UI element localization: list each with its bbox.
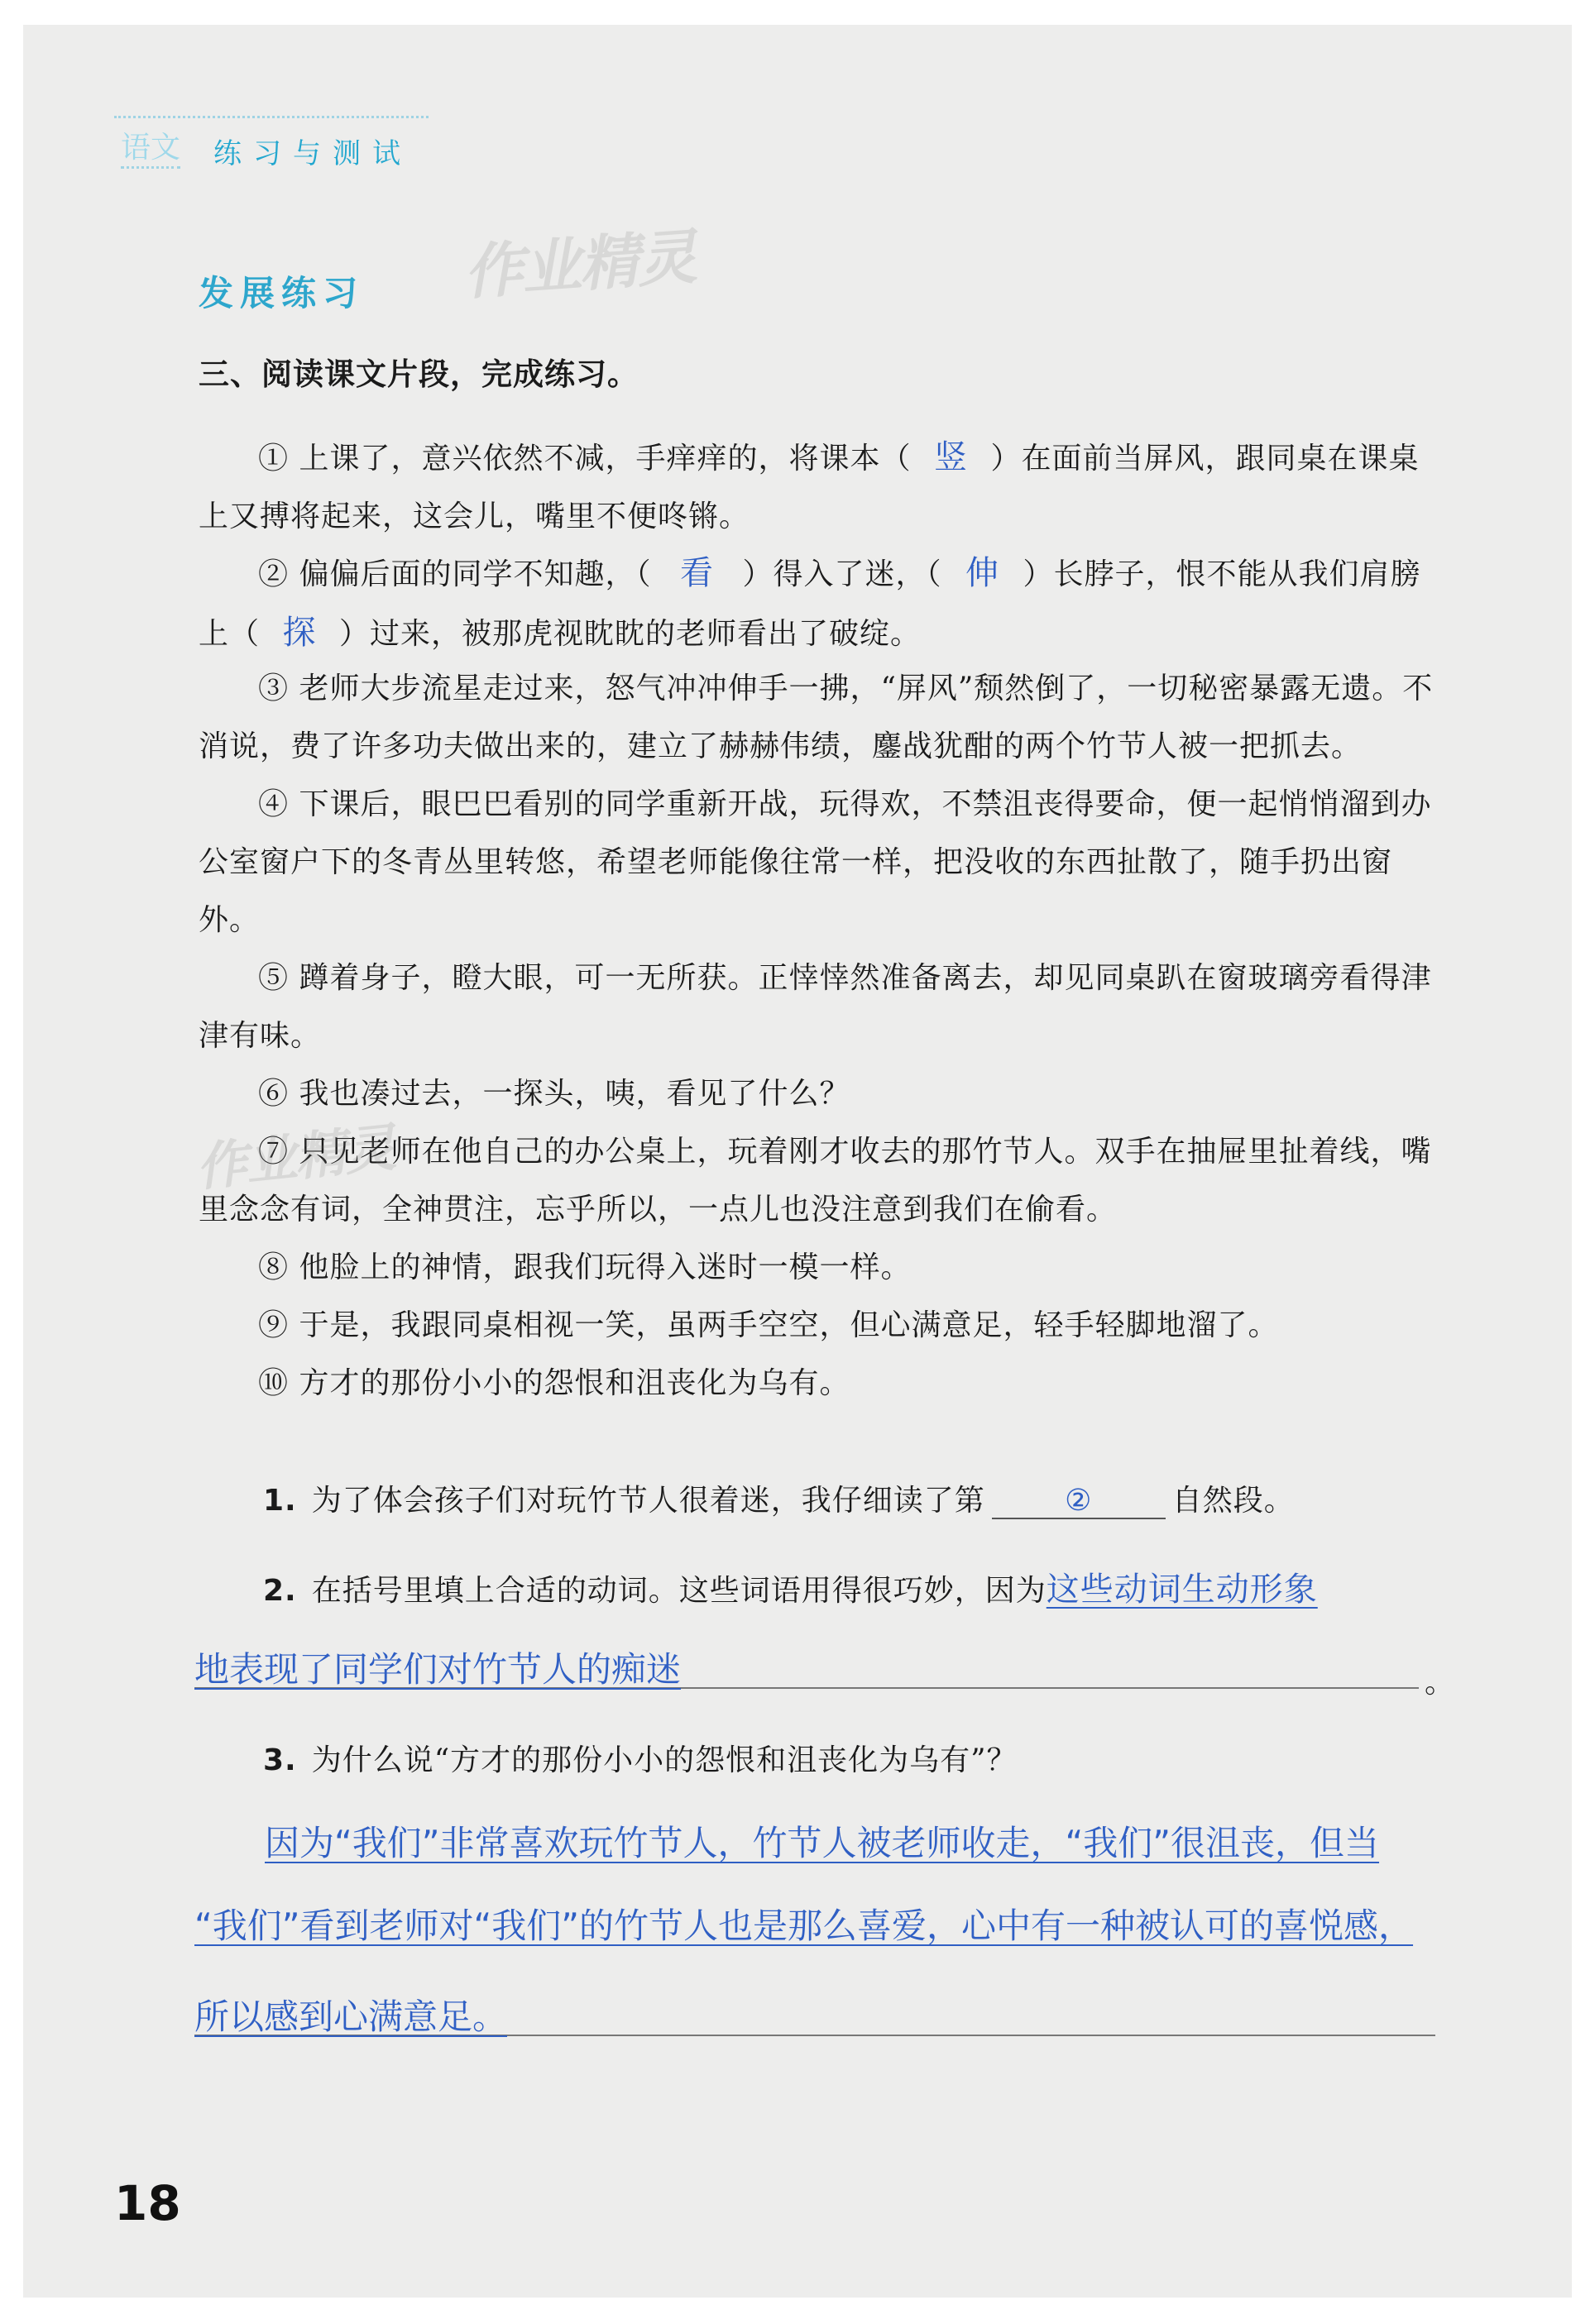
header-subject: 语文	[121, 124, 180, 169]
question-1-text: 为了体会孩子们对玩竹节人很着迷，我仔细读了第	[311, 1484, 985, 1518]
paragraph-9: ⑨ 于是，我跟同桌相视一笑，虽两手空空，但心满意足，轻手轻脚地溜了。	[258, 1308, 1279, 1342]
paragraph-3: ③ 老师大步流星走过来，怒气冲冲伸手一拂，“屏风”颓然倒了，一切秘密暴露无遗。不消说，费了许多功夫做出来的，建立了赫赫伟绩，鏖战犹酣的两个竹节人被一把抓去。	[199, 672, 1434, 763]
question-2-text: 在括号里填上合适的动词。这些词语用得很巧妙，因为	[311, 1574, 1047, 1608]
question-3	[263, 1737, 1018, 1779]
section-title: 发展练习	[199, 273, 365, 313]
paragraph-4: ④ 下课后，眼巴巴看别的同学重新开战，玩得欢，不禁沮丧得要命，便一起悄悄溜到办公室窗户下的冬青丛里转悠，希望老师能像往常一样，把没收的东西扯散了，随手扔出窗外。	[199, 787, 1432, 937]
question-3-answer-line-1: 因为“我们”非常喜欢玩竹节人，竹节人被老师收走，“我们”很沮丧，但当	[265, 1823, 1380, 1863]
watermark-middle: 作业精灵	[193, 1117, 397, 1198]
question-3-answer-line-2: “我们”看到老师对“我们”的竹节人也是那么喜爱，心中有一种被认可的喜悦感，	[194, 1906, 1414, 1946]
paragraph-2	[199, 544, 1446, 663]
question-heading: 三、阅读课文片段，完成练习。	[199, 356, 639, 392]
question-3-text: 为什么说“方才的那份小小的怨恨和沮丧化为乌有”？	[311, 1743, 1018, 1777]
fill-answer-3: 伸	[965, 554, 999, 592]
question-3-answer-line-3: 所以感到心满意足。	[194, 1996, 508, 2037]
question-1-after: 自然段。	[1171, 1484, 1295, 1518]
question-2-answer-line-1: 这些动词生动形象	[1046, 1571, 1318, 1609]
paragraph-5: ⑤ 蹲着身子，瞪大眼，可一无所获。正悻悻然准备离去，却见同桌趴在窗玻璃旁看得津津有味。	[199, 961, 1432, 1053]
paragraph-6: ⑥ 我也凑过去，一探头，咦，看见了什么？	[258, 1077, 850, 1111]
paragraph-1-after: ）在面前当屏风，跟同桌在课桌上又搏将起来，这会儿，嘴里不便咚锵。	[199, 442, 1420, 533]
paragraph-1-before: ① 上课了，意兴依然不减，手痒痒的，将课本（	[258, 442, 912, 476]
paragraph-8: ⑧ 他脸上的神情，跟我们玩得入迷时一模一样。	[258, 1250, 912, 1284]
watermark-top: 作业精灵	[461, 222, 698, 308]
paragraph-2-after: ）过来，被那虎视眈眈的老师看出了破绽。	[339, 617, 922, 651]
page-number: 18	[114, 2175, 181, 2231]
header-book-title: 练习与测试	[213, 137, 412, 170]
fill-answer-4: 探	[282, 614, 317, 652]
question-1-answer: ②	[992, 1484, 1166, 1519]
paragraph-2-before: ② 偏偏后面的同学不知趣，（	[258, 557, 652, 591]
fill-answer-2: 看	[679, 554, 714, 592]
paragraph-2-mid2: ）长脖子，恨不能从我们肩膀上（	[199, 557, 1421, 651]
question-2-answer-line-2: 地表现了同学们对竹节人的痴迷	[194, 1649, 682, 1690]
question-2-end-mark: 。	[1425, 1666, 1455, 1700]
paragraph-10: ⑩ 方才的那份小小的怨恨和沮丧化为乌有。	[258, 1366, 850, 1400]
paragraph-2-mid1: ）得入了迷，（	[742, 557, 942, 591]
question-1-number: 1.	[263, 1484, 297, 1518]
question-2-number: 2.	[263, 1574, 297, 1608]
paragraph-7: ⑦ 只见老师在他自己的办公桌上，玩着刚才收去的那竹节人。双手在抽屉里扯着线，嘴里念念有词，全神贯注，忘乎所以，一点儿也没注意到我们在偷看。	[199, 1135, 1432, 1227]
question-3-number: 3.	[263, 1743, 297, 1777]
question-1	[263, 1477, 1295, 1519]
fill-answer-1: 竖	[933, 438, 968, 476]
question-2	[263, 1563, 1318, 1610]
paragraph-1	[199, 428, 1446, 546]
